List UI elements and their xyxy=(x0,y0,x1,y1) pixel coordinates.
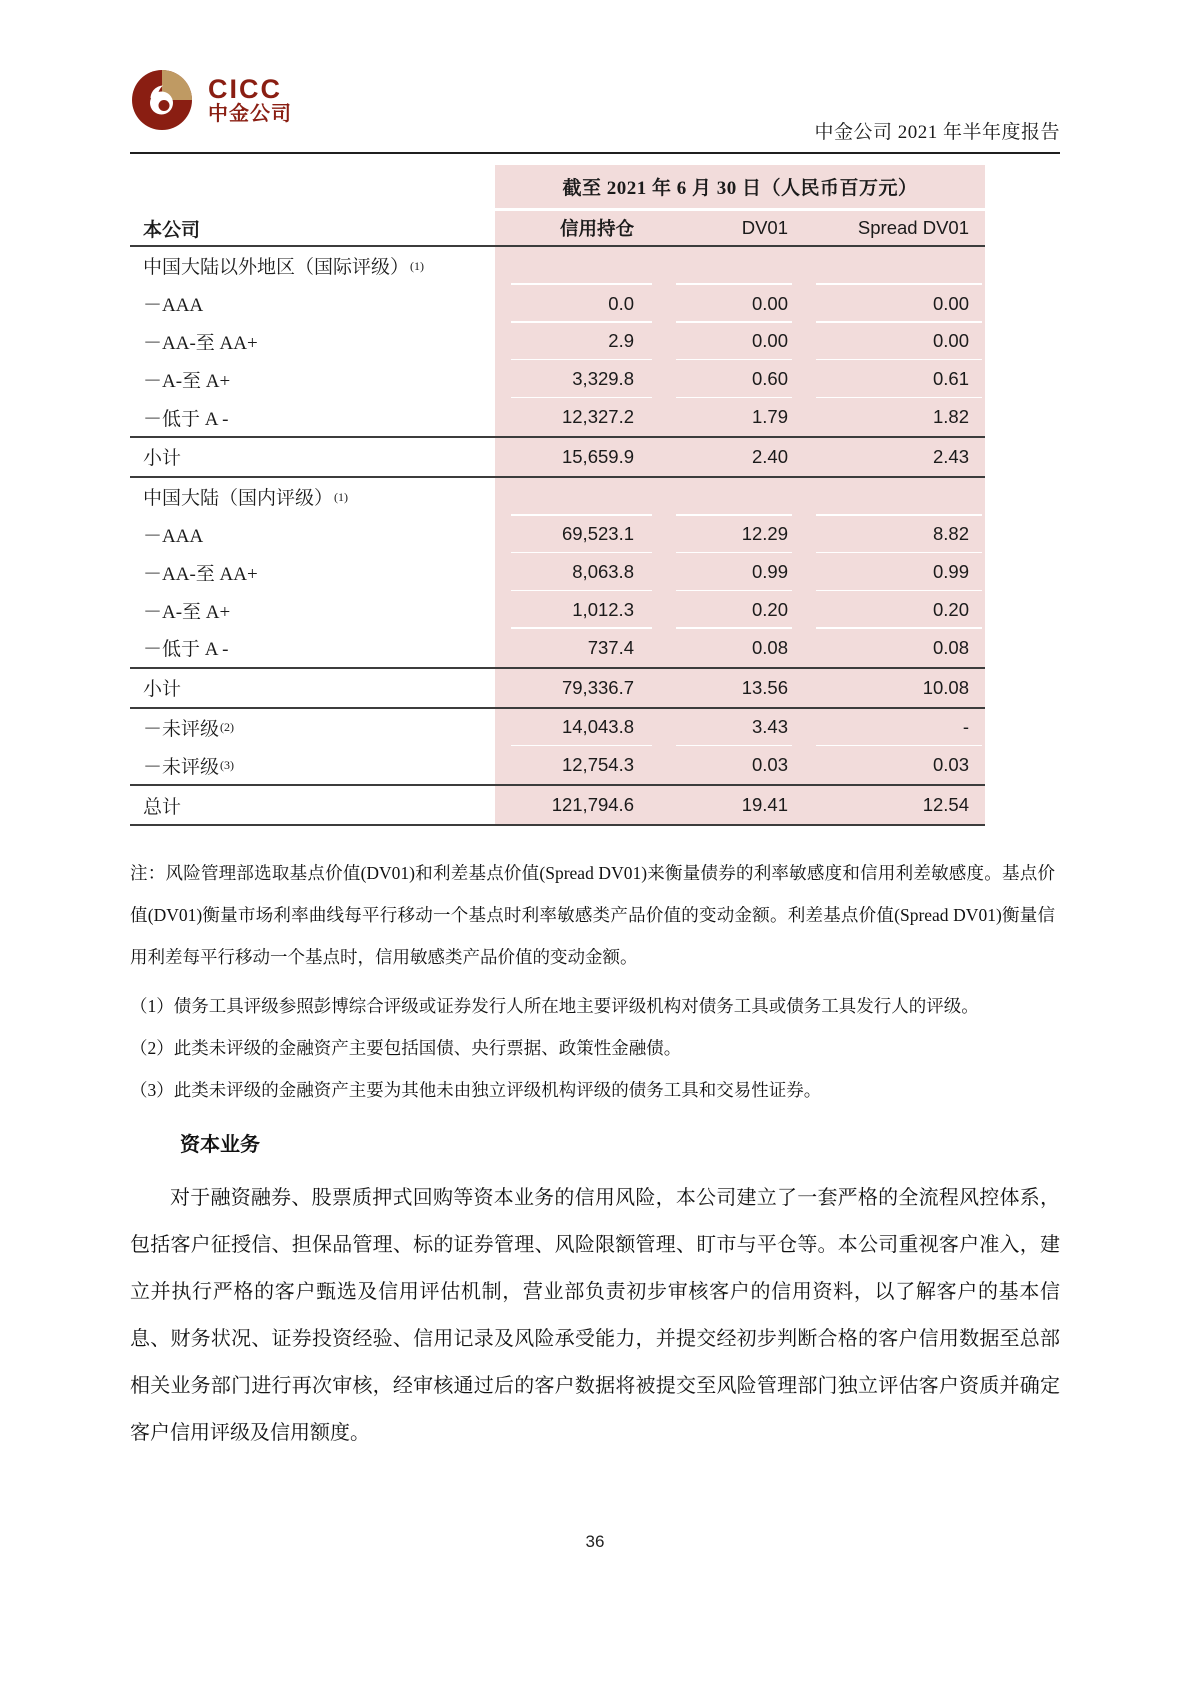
column-header-dv01: DV01 xyxy=(660,211,800,245)
table-row xyxy=(130,553,985,591)
note-item-1: （1）债务工具评级参照彭博综合评级或证券发行人所在地主要评级机构对债务工具或债务工具发行人的评级。 xyxy=(130,996,979,1016)
table-cell: 12,754.3 xyxy=(495,746,660,784)
table-cell: 69,523.1 xyxy=(495,516,660,554)
section-paragraph: 对于融资融券、股票质押式回购等资本业务的信用风险，本公司建立了一套严格的全流程风控体系，包括客户征授信、担保品管理、标的证券管理、风险限额管理、盯市与平仓等。本公司重视客户准入，建立并执行严格的客户甄选及信用评估机制，营业部负责初步审核客户的信用资料，以了解客户的基本信息、财务状况、证券投资经验、信用记录及风险承受能力，并提交经初步判断合格的客户信用数据至总部相关业务部门进行再次审核，经审核通过后的客户数据将被提交至风险管理部门独立评估客户资质并确定客户信用评级及信用额度。 xyxy=(130,1187,1060,1444)
table-cell: 8,063.8 xyxy=(495,553,660,591)
row-label: 总计 xyxy=(130,786,495,824)
table-cell: 2.40 xyxy=(660,438,800,476)
table-cell: 1,012.3 xyxy=(495,591,660,629)
note-main: 注：风险管理部选取基点价值(DV01)和利差基点价值(Spread DV01)来衡量债券的利率敏感度和信用利差敏感度。基点价值(DV01)衡量市场利率曲线每平行移动一个基点时利率敏感类产品价值的变动金额。利差基点价值(Spread DV01)衡量信用利差每平行移动一个基点时，信用敏感类产品价值的变动金额。 xyxy=(130,863,1055,967)
page-number: 36 xyxy=(585,1532,605,1551)
page-header xyxy=(130,68,1060,154)
table-row xyxy=(130,591,985,629)
table-cell: 0.00 xyxy=(660,285,800,323)
table-cell: 0.60 xyxy=(660,360,800,398)
column-header-company: 本公司 xyxy=(130,211,495,245)
cicc-logo-text xyxy=(208,75,292,125)
table-cell: 0.00 xyxy=(800,323,985,361)
table-cell: 0.08 xyxy=(660,629,800,667)
table-row xyxy=(130,669,985,709)
table-row xyxy=(130,438,985,478)
row-label: －低于 A - xyxy=(130,398,495,436)
table-cell xyxy=(495,478,660,516)
table-cell: 0.99 xyxy=(800,553,985,591)
table-cell: 0.03 xyxy=(660,746,800,784)
table-row xyxy=(130,629,985,669)
table-cell: - xyxy=(800,709,985,747)
credit-holdings-table xyxy=(130,165,985,826)
column-header-spread-dv01: Spread DV01 xyxy=(800,211,985,245)
note-item-2: （2）此类未评级的金融资产主要包括国债、央行票据、政策性金融债。 xyxy=(130,1038,682,1058)
table-cell: 2.9 xyxy=(495,323,660,361)
row-label: －未评级 (3) xyxy=(130,746,495,784)
row-label: －AAA xyxy=(130,516,495,554)
table-cell: 15,659.9 xyxy=(495,438,660,476)
cicc-logo-icon xyxy=(130,68,194,132)
table-notes xyxy=(130,852,1055,1118)
table-row xyxy=(130,323,985,361)
table-cell: 0.61 xyxy=(800,360,985,398)
table-cell xyxy=(660,247,800,285)
table-row xyxy=(130,516,985,554)
table-cell xyxy=(800,478,985,516)
table-cell: 13.56 xyxy=(660,669,800,707)
table-span-header-row xyxy=(130,165,985,211)
table-row xyxy=(130,786,985,826)
row-label: 中国大陆以外地区（国际评级） (1) xyxy=(130,247,495,285)
table-body xyxy=(130,247,985,826)
table-row xyxy=(130,398,985,438)
row-label: －未评级 (2) xyxy=(130,709,495,747)
table-row xyxy=(130,247,985,285)
table-cell: 14,043.8 xyxy=(495,709,660,747)
note-item-3: （3）此类未评级的金融资产主要为其他未由独立评级机构评级的债务工具和交易性证券。 xyxy=(130,1080,822,1100)
table-cell: 3,329.8 xyxy=(495,360,660,398)
section-heading: 资本业务 xyxy=(180,1134,260,1156)
row-label: 中国大陆（国内评级） (1) xyxy=(130,478,495,516)
table-cell xyxy=(800,247,985,285)
table-cell: 1.82 xyxy=(800,398,985,436)
table-row xyxy=(130,746,985,786)
row-label: －AAA xyxy=(130,285,495,323)
table-cell: 8.82 xyxy=(800,516,985,554)
table-cell: 121,794.6 xyxy=(495,786,660,824)
table-row xyxy=(130,285,985,323)
report-title: 中金公司 2021 年半年度报告 xyxy=(814,122,1060,143)
row-label: 小计 xyxy=(130,438,495,476)
table-cell: 0.20 xyxy=(660,591,800,629)
table-row xyxy=(130,478,985,516)
table-cell: 1.79 xyxy=(660,398,800,436)
table-cell: 737.4 xyxy=(495,629,660,667)
table-row xyxy=(130,709,985,747)
span-header-spacer xyxy=(130,165,495,211)
table-cell: 2.43 xyxy=(800,438,985,476)
table-cell xyxy=(495,247,660,285)
table-cell: 79,336.7 xyxy=(495,669,660,707)
table-cell: 19.41 xyxy=(660,786,800,824)
row-label: －A-至 A+ xyxy=(130,360,495,398)
capital-business-section xyxy=(130,1128,1060,1457)
table-cell: 0.0 xyxy=(495,285,660,323)
table-cell: 0.20 xyxy=(800,591,985,629)
row-label: －AA-至 AA+ xyxy=(130,323,495,361)
table-row xyxy=(130,360,985,398)
logo-name-en: CICC xyxy=(208,73,282,104)
column-header-credit-holding: 信用持仓 xyxy=(495,211,660,245)
table-cell: 12.54 xyxy=(800,786,985,824)
row-label: －AA-至 AA+ xyxy=(130,553,495,591)
table-cell: 3.43 xyxy=(660,709,800,747)
row-label: －A-至 A+ xyxy=(130,591,495,629)
table-cell: 10.08 xyxy=(800,669,985,707)
table-cell: 0.08 xyxy=(800,629,985,667)
table-cell: 12,327.2 xyxy=(495,398,660,436)
table-cell xyxy=(660,478,800,516)
table-cell: 0.99 xyxy=(660,553,800,591)
table-cell: 0.03 xyxy=(800,746,985,784)
table-span-header: 截至 2021 年 6 月 30 日（人民币百万元） xyxy=(495,165,985,211)
table-column-header-row xyxy=(130,211,985,247)
row-label: －低于 A - xyxy=(130,629,495,667)
row-label: 小计 xyxy=(130,669,495,707)
table-cell: 12.29 xyxy=(660,516,800,554)
table-cell: 0.00 xyxy=(800,285,985,323)
logo-name-zh: 中金公司 xyxy=(208,103,292,126)
table-cell: 0.00 xyxy=(660,323,800,361)
